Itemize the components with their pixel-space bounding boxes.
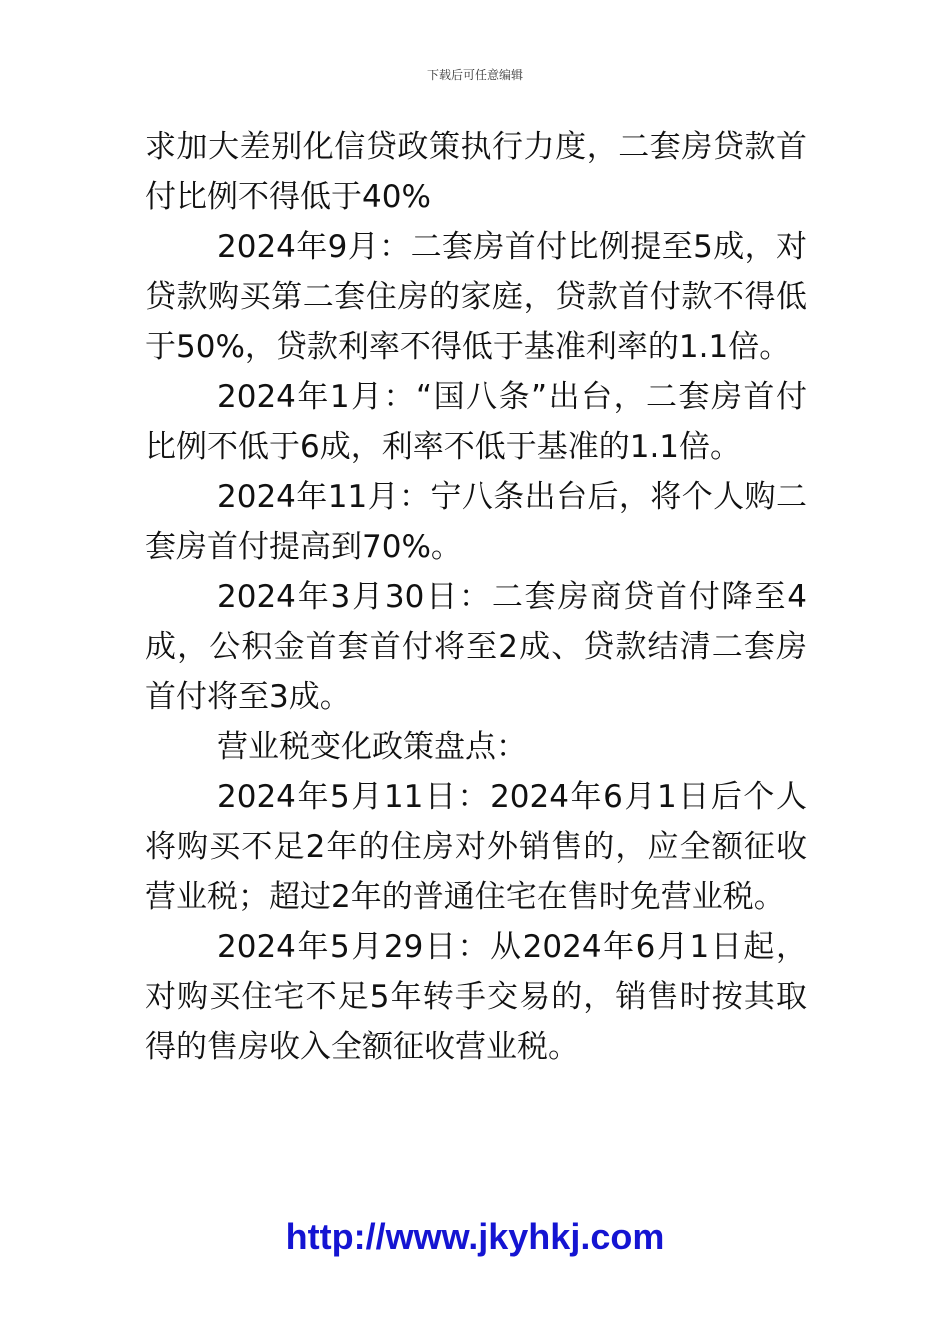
paragraph: 求加大差别化信贷政策执行力度，二套房贷款首付比例不得低于40% bbox=[145, 129, 807, 215]
page-header: 下载后可任意编辑 bbox=[426, 68, 523, 82]
paragraph: 营业税变化政策盘点： bbox=[217, 729, 527, 765]
paragraph: 2024年5月11日：2024年6月1日后个人将购买不足2年的住房对外销售的，应全额征收营业税；超过2年的普通住宅在售时免营业税。 bbox=[145, 779, 807, 915]
paragraph: 2024年9月：二套房首付比例提至5成，对贷款购买第二套住房的家庭，贷款首付款不得低于50%，贷款利率不得低于基准利率的1.1倍。 bbox=[145, 229, 807, 365]
paragraph: 2024年5月29日：从2024年6月1日起，对购买住宅不足5年转手交易的，销售时按其取得的售房收入全额征收营业税。 bbox=[145, 929, 807, 1065]
paragraph: 2024年11月：宁八条出台后，将个人购二套房首付提高到70%。 bbox=[145, 479, 807, 565]
paragraph: 2024年1月：“国八条”出台，二套房首付比例不低于6成，利率不低于基准的1.1倍。 bbox=[145, 379, 807, 465]
paragraph: 2024年3月30日：二套房商贷首付降至4成，公积金首套首付将至2成、贷款结清二套房首付将至3成。 bbox=[145, 579, 807, 715]
website-link[interactable]: http://www.jkyhkj.com bbox=[285, 1216, 665, 1257]
document-body bbox=[145, 122, 807, 1072]
